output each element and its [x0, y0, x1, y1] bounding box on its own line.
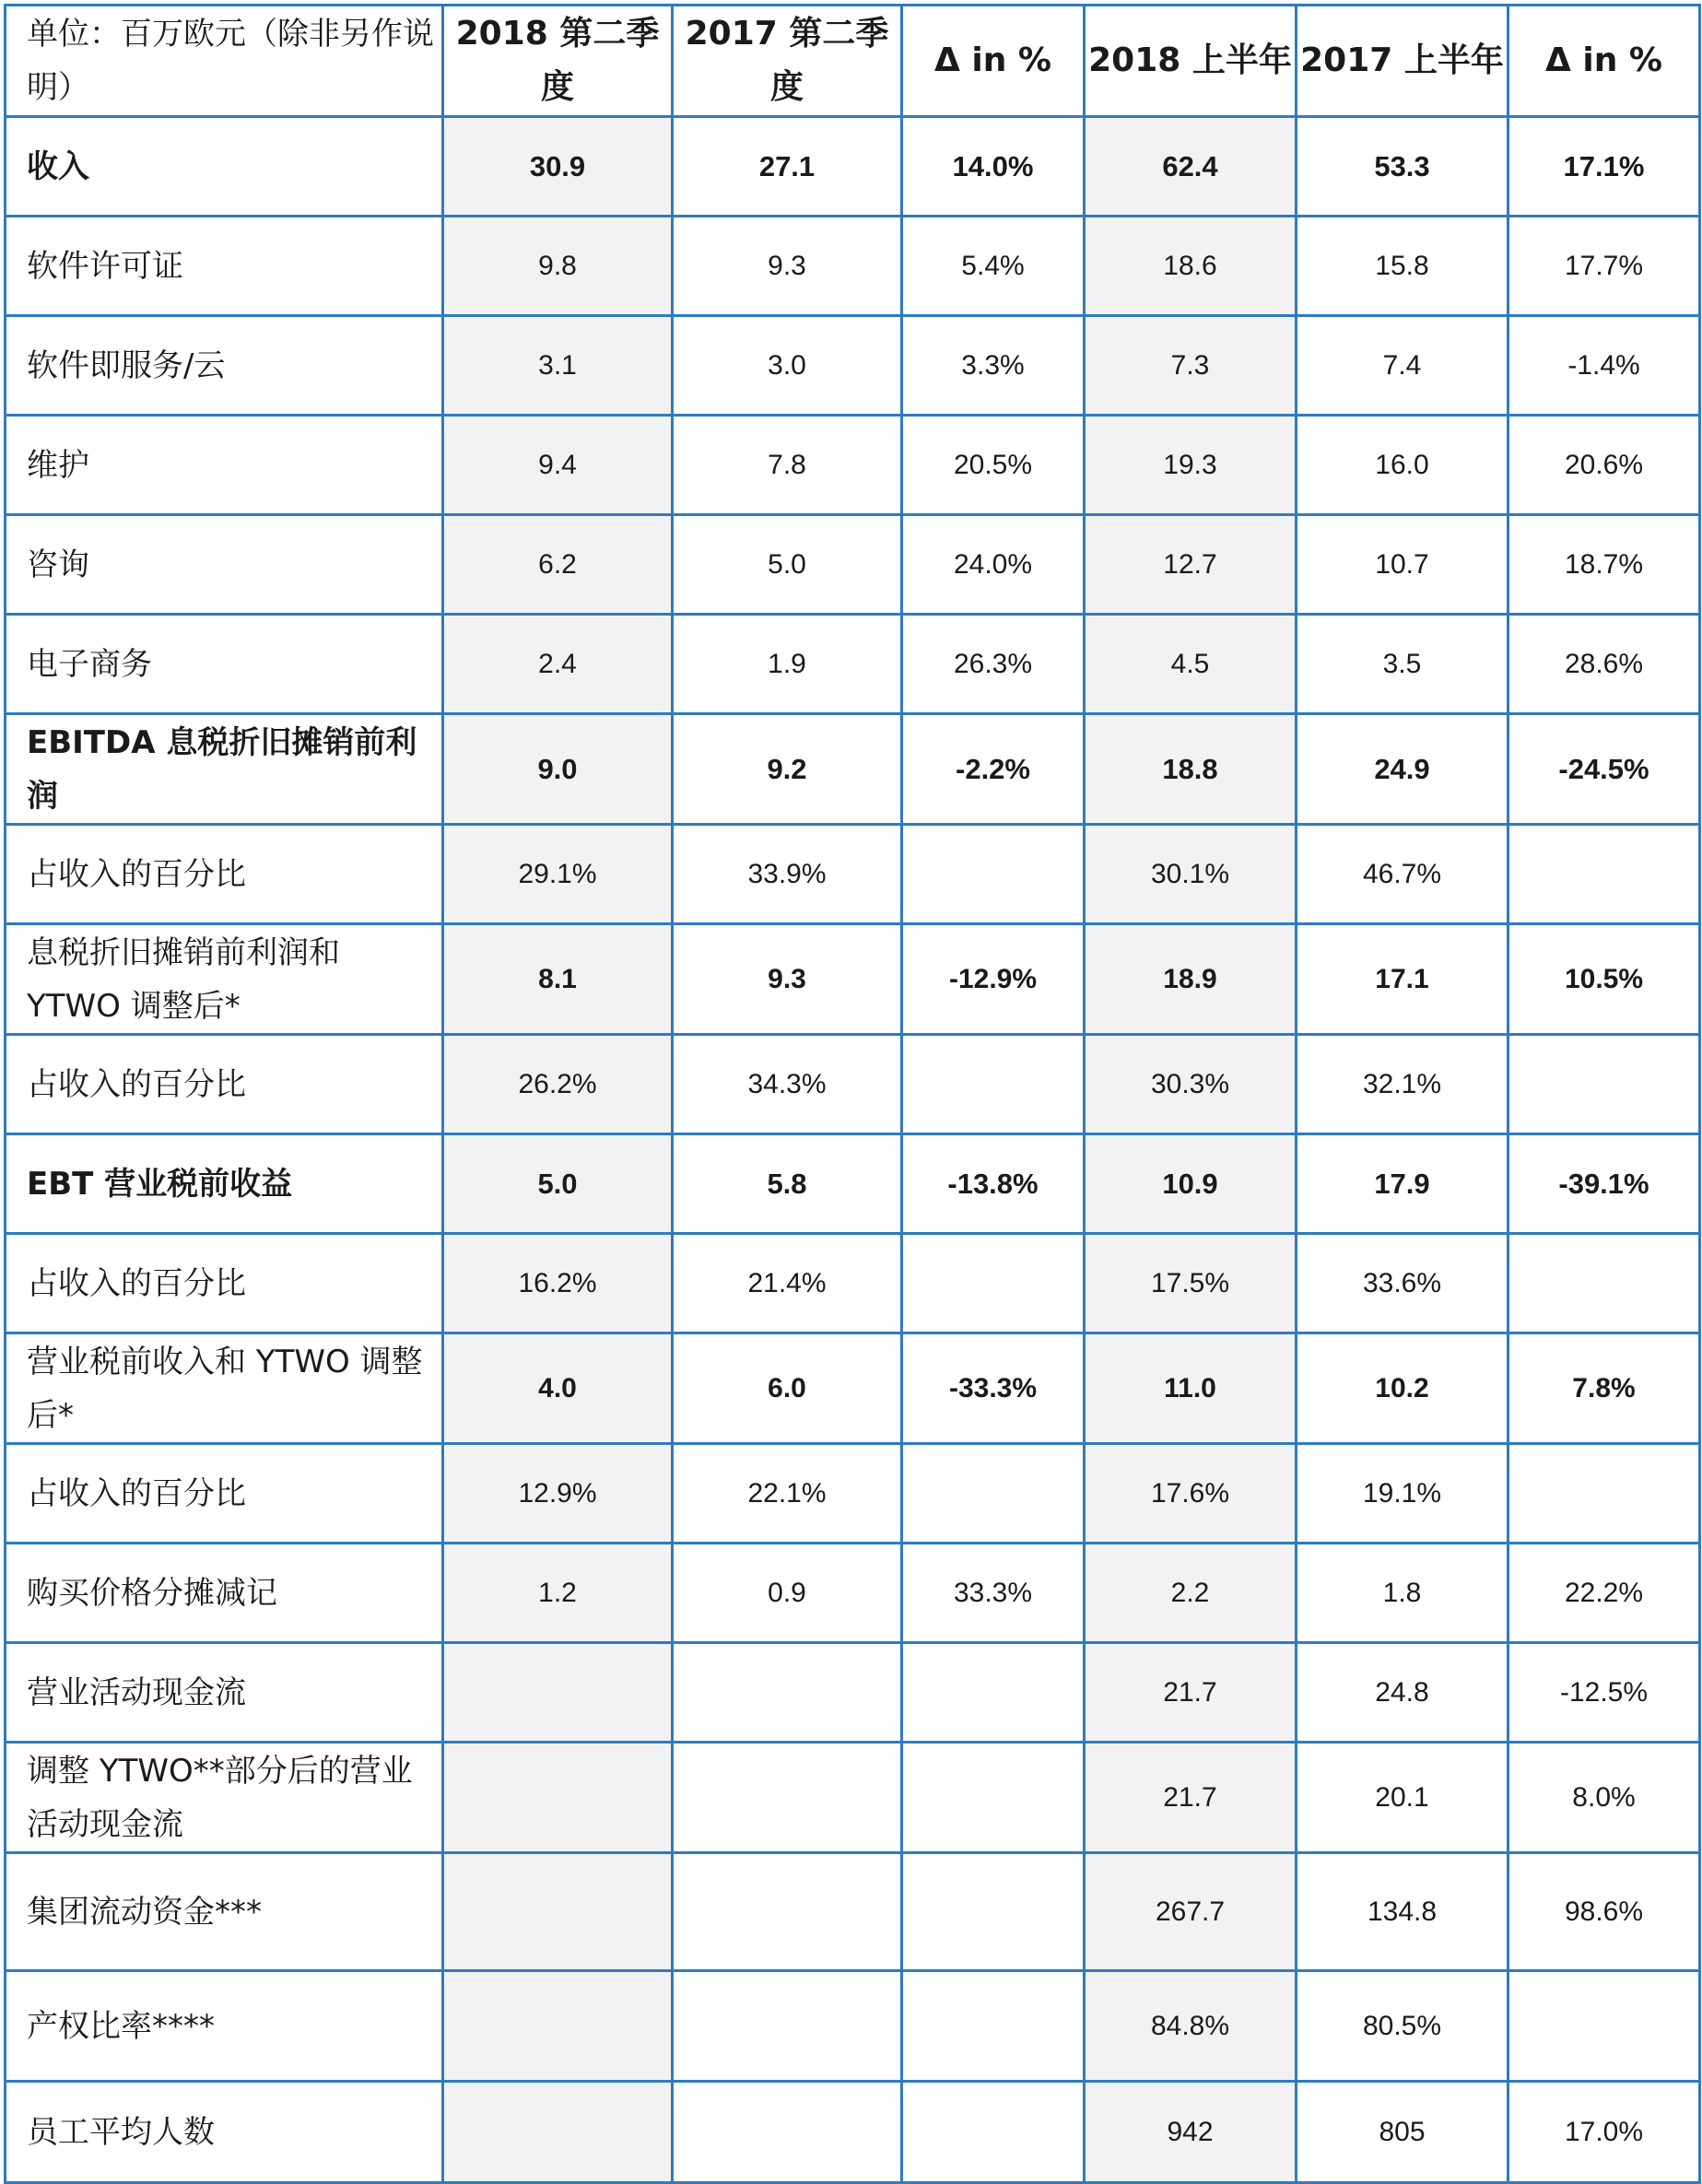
cell-delta-halfyear [1508, 1444, 1700, 1544]
table-row [6, 1333, 1700, 1444]
cell-q2-2018 [443, 2082, 673, 2183]
cell-delta-quarter: -2.2% [902, 714, 1085, 825]
row-label: 维护 [6, 416, 443, 515]
cell-h1-2017: 3.5 [1297, 615, 1508, 714]
cell-q2-2018: 30.9 [443, 117, 673, 217]
col-header-q2-2018: 2018 第二季度 [443, 6, 673, 117]
cell-delta-halfyear: -24.5% [1508, 714, 1700, 825]
header-row [6, 6, 1700, 117]
cell-q2-2018 [443, 1971, 673, 2082]
cell-delta-quarter [902, 1971, 1085, 2082]
cell-h1-2018: 21.7 [1085, 1743, 1297, 1853]
cell-h1-2017: 24.8 [1297, 1643, 1508, 1743]
row-label: 软件即服务/云 [6, 316, 443, 416]
row-label: 收入 [6, 117, 443, 217]
table-row [6, 416, 1700, 515]
cell-q2-2017 [673, 1643, 902, 1743]
cell-h1-2018: 2.2 [1085, 1544, 1297, 1643]
row-label: 息税折旧摊销前利润和 YTWO 调整后* [6, 924, 443, 1035]
col-header-h1-2017: 2017 上半年 [1297, 6, 1508, 117]
cell-h1-2017: 134.8 [1297, 1853, 1508, 1971]
cell-h1-2018: 30.3% [1085, 1035, 1297, 1134]
cell-delta-halfyear: 22.2% [1508, 1544, 1700, 1643]
cell-q2-2017: 9.2 [673, 714, 902, 825]
cell-delta-quarter: 14.0% [902, 117, 1085, 217]
cell-q2-2017: 1.9 [673, 615, 902, 714]
cell-delta-quarter [902, 2082, 1085, 2183]
cell-q2-2017 [673, 1743, 902, 1853]
cell-delta-quarter [902, 1444, 1085, 1544]
table-row [6, 924, 1700, 1035]
table-row [6, 615, 1700, 714]
cell-delta-halfyear: 20.6% [1508, 416, 1700, 515]
table-row [6, 714, 1700, 825]
cell-q2-2018: 29.1% [443, 825, 673, 924]
cell-h1-2018: 30.1% [1085, 825, 1297, 924]
cell-q2-2018 [443, 1643, 673, 1743]
cell-delta-halfyear [1508, 825, 1700, 924]
cell-delta-halfyear: 8.0% [1508, 1743, 1700, 1853]
table-row [6, 1971, 1700, 2082]
cell-q2-2018: 12.9% [443, 1444, 673, 1544]
cell-q2-2017: 34.3% [673, 1035, 902, 1134]
cell-delta-quarter [902, 1035, 1085, 1134]
cell-delta-quarter: 3.3% [902, 316, 1085, 416]
table-row [6, 1544, 1700, 1643]
cell-h1-2017: 10.7 [1297, 515, 1508, 615]
cell-delta-halfyear: -12.5% [1508, 1643, 1700, 1743]
cell-q2-2017: 27.1 [673, 117, 902, 217]
col-header-h1-2018: 2018 上半年 [1085, 6, 1297, 117]
cell-q2-2017: 9.3 [673, 217, 902, 316]
cell-h1-2018: 84.8% [1085, 1971, 1297, 2082]
table-row [6, 1134, 1700, 1234]
cell-h1-2018: 18.8 [1085, 714, 1297, 825]
cell-delta-halfyear [1508, 1971, 1700, 2082]
table-body [6, 117, 1700, 2183]
table-row [6, 1853, 1700, 1971]
row-label: 占收入的百分比 [6, 1035, 443, 1134]
cell-q2-2018: 5.0 [443, 1134, 673, 1234]
cell-q2-2018: 8.1 [443, 924, 673, 1035]
cell-q2-2017: 21.4% [673, 1234, 902, 1333]
cell-delta-halfyear [1508, 1234, 1700, 1333]
cell-h1-2018: 18.6 [1085, 217, 1297, 316]
cell-q2-2017: 7.8 [673, 416, 902, 515]
table-row [6, 825, 1700, 924]
row-label: 占收入的百分比 [6, 1234, 443, 1333]
cell-h1-2017: 33.6% [1297, 1234, 1508, 1333]
col-header-delta-halfyear: Δ in % [1508, 6, 1700, 117]
cell-delta-quarter: 33.3% [902, 1544, 1085, 1643]
table-row [6, 1444, 1700, 1544]
cell-h1-2017: 16.0 [1297, 416, 1508, 515]
cell-delta-halfyear: 17.7% [1508, 217, 1700, 316]
cell-q2-2018: 6.2 [443, 515, 673, 615]
cell-h1-2017: 20.1 [1297, 1743, 1508, 1853]
row-label: 咨询 [6, 515, 443, 615]
table-row [6, 1234, 1700, 1333]
col-header-delta-quarter: Δ in % [902, 6, 1085, 117]
cell-q2-2018: 16.2% [443, 1234, 673, 1333]
cell-q2-2017: 6.0 [673, 1333, 902, 1444]
row-label: 调整 YTWO**部分后的营业活动现金流 [6, 1743, 443, 1853]
row-label: 营业税前收入和 YTWO 调整后* [6, 1333, 443, 1444]
cell-q2-2018: 1.2 [443, 1544, 673, 1643]
cell-h1-2018: 19.3 [1085, 416, 1297, 515]
cell-delta-halfyear: 10.5% [1508, 924, 1700, 1035]
cell-q2-2018: 26.2% [443, 1035, 673, 1134]
cell-h1-2017: 10.2 [1297, 1333, 1508, 1444]
cell-q2-2018: 9.4 [443, 416, 673, 515]
table-row [6, 117, 1700, 217]
table-row [6, 1035, 1700, 1134]
cell-h1-2018: 17.5% [1085, 1234, 1297, 1333]
cell-delta-quarter: -12.9% [902, 924, 1085, 1035]
cell-q2-2017: 5.0 [673, 515, 902, 615]
row-label: 集团流动资金*** [6, 1853, 443, 1971]
cell-delta-halfyear: 98.6% [1508, 1853, 1700, 1971]
cell-q2-2017: 22.1% [673, 1444, 902, 1544]
cell-q2-2017: 33.9% [673, 825, 902, 924]
cell-h1-2018: 21.7 [1085, 1643, 1297, 1743]
cell-q2-2018 [443, 1853, 673, 1971]
cell-h1-2018: 11.0 [1085, 1333, 1297, 1444]
cell-delta-quarter: 26.3% [902, 615, 1085, 714]
cell-delta-quarter [902, 825, 1085, 924]
row-label: 占收入的百分比 [6, 825, 443, 924]
cell-h1-2017: 1.8 [1297, 1544, 1508, 1643]
cell-delta-halfyear [1508, 1035, 1700, 1134]
cell-h1-2018: 12.7 [1085, 515, 1297, 615]
row-label: 产权比率**** [6, 1971, 443, 2082]
table-row [6, 217, 1700, 316]
row-label: 占收入的百分比 [6, 1444, 443, 1544]
row-label: 电子商务 [6, 615, 443, 714]
financial-summary-table [4, 4, 1701, 2184]
row-label: 营业活动现金流 [6, 1643, 443, 1743]
table-row [6, 1743, 1700, 1853]
cell-delta-halfyear: 17.1% [1508, 117, 1700, 217]
cell-h1-2017: 46.7% [1297, 825, 1508, 924]
col-header-q2-2017: 2017 第二季度 [673, 6, 902, 117]
cell-delta-quarter: 24.0% [902, 515, 1085, 615]
cell-q2-2018: 3.1 [443, 316, 673, 416]
cell-delta-quarter [902, 1643, 1085, 1743]
cell-q2-2018: 4.0 [443, 1333, 673, 1444]
cell-h1-2018: 7.3 [1085, 316, 1297, 416]
cell-delta-quarter [902, 1743, 1085, 1853]
table-row [6, 1643, 1700, 1743]
row-label: 软件许可证 [6, 217, 443, 316]
cell-q2-2018 [443, 1743, 673, 1853]
table-row [6, 2082, 1700, 2183]
cell-q2-2017 [673, 2082, 902, 2183]
cell-delta-halfyear: 18.7% [1508, 515, 1700, 615]
cell-q2-2018: 9.0 [443, 714, 673, 825]
cell-delta-quarter: -13.8% [902, 1134, 1085, 1234]
cell-delta-halfyear: 7.8% [1508, 1333, 1700, 1444]
cell-delta-quarter: 20.5% [902, 416, 1085, 515]
cell-h1-2018: 267.7 [1085, 1853, 1297, 1971]
cell-h1-2018: 18.9 [1085, 924, 1297, 1035]
cell-delta-halfyear: 17.0% [1508, 2082, 1700, 2183]
cell-h1-2018: 62.4 [1085, 117, 1297, 217]
cell-q2-2017: 9.3 [673, 924, 902, 1035]
table-row [6, 515, 1700, 615]
cell-h1-2017: 17.9 [1297, 1134, 1508, 1234]
cell-h1-2017: 19.1% [1297, 1444, 1508, 1544]
cell-h1-2017: 15.8 [1297, 217, 1508, 316]
cell-h1-2017: 17.1 [1297, 924, 1508, 1035]
cell-h1-2018: 17.6% [1085, 1444, 1297, 1544]
cell-q2-2017: 3.0 [673, 316, 902, 416]
cell-delta-halfyear: 28.6% [1508, 615, 1700, 714]
cell-h1-2017: 7.4 [1297, 316, 1508, 416]
cell-h1-2017: 805 [1297, 2082, 1508, 2183]
cell-q2-2018: 9.8 [443, 217, 673, 316]
cell-delta-quarter [902, 1234, 1085, 1333]
row-label: EBT 营业税前收益 [6, 1134, 443, 1234]
cell-h1-2018: 942 [1085, 2082, 1297, 2183]
cell-delta-halfyear: -1.4% [1508, 316, 1700, 416]
cell-delta-quarter [902, 1853, 1085, 1971]
cell-delta-quarter: -33.3% [902, 1333, 1085, 1444]
row-label: 购买价格分摊减记 [6, 1544, 443, 1643]
cell-delta-quarter: 5.4% [902, 217, 1085, 316]
table-row [6, 316, 1700, 416]
cell-h1-2017: 24.9 [1297, 714, 1508, 825]
cell-h1-2018: 4.5 [1085, 615, 1297, 714]
row-label: 员工平均人数 [6, 2082, 443, 2183]
cell-q2-2017 [673, 1971, 902, 2082]
unit-header: 单位：百万欧元（除非另作说明） [6, 6, 443, 117]
cell-h1-2017: 80.5% [1297, 1971, 1508, 2082]
cell-q2-2017 [673, 1853, 902, 1971]
cell-q2-2018: 2.4 [443, 615, 673, 714]
cell-h1-2017: 32.1% [1297, 1035, 1508, 1134]
cell-q2-2017: 0.9 [673, 1544, 902, 1643]
cell-h1-2017: 53.3 [1297, 117, 1508, 217]
cell-delta-halfyear: -39.1% [1508, 1134, 1700, 1234]
cell-q2-2017: 5.8 [673, 1134, 902, 1234]
cell-h1-2018: 10.9 [1085, 1134, 1297, 1234]
row-label: EBITDA 息税折旧摊销前利润 [6, 714, 443, 825]
